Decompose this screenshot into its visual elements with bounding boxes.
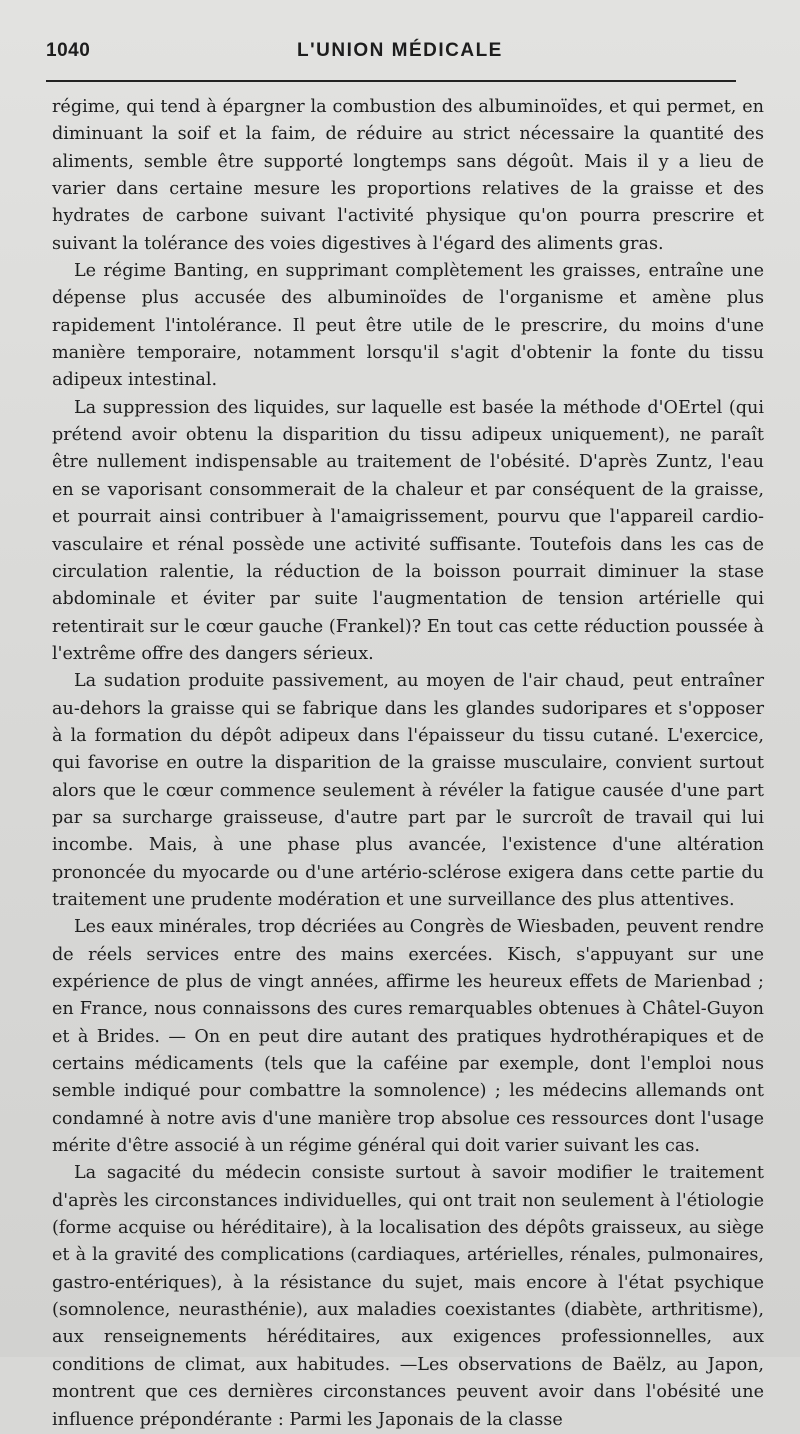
paragraph-regime: régime, qui tend à épargner la combustion des albuminoïdes, et qui permet, en diminuant la soif et la faim, de réduire au strict nécessaire la quantité des aliments, semble être supporté longtemps sans dégoût. Mais il y a lieu de varier dans certaine mesure les proportions relatives de la graisse et des hydrates de carbone suivant l'activité physique qu'on pourra prescrire et suivant la tolérance des voies digestives à l'égard des aliments gras. <box>52 97 764 254</box>
paragraph-sagacite: La sagacité du médecin consiste surtout à savoir modifier le traitement d'après les circonstances individuelles, qui ont trait non seulement à l'étiologie (forme acquise ou héréditaire), à la localisation des dépôts graisseux, au siège et à la gravité des complications (cardiaques, artérielles, rénales, pulmonaires, gastro-entériques), à la résistance du sujet, mais encore à l'état psychique (somnolence, neurasthénie), aux maladies coexistantes (diabète, arthritisme), aux renseignements héréditaires, aux exigences professionnelles, aux conditions de climat, aux habitudes. —Les observations de Baëlz, au Japon, montrent que ces dernières circonstances peuvent avoir dans l'obésité une influence prépondérante : Parmi les Japonais de la classe <box>52 1163 764 1430</box>
paragraph-eaux-minerales: Les eaux minérales, trop décriées au Congrès de Wiesbaden, peuvent rendre de réels services entre des mains exercées. Kisch, s'appuyant sur une expérience de plus de vingt années, affirme les heureux effets de Marienbad ; en France, nous connaissons des cures remarquables obtenues à Châtel-Guyon et à Brides. — On en peut dire autant des pratiques hydrothérapiques et de certains médicaments (tels que la caféine par exemple, dont l'emploi nous semble indiqué pour combattre la somnolence) ; les médecins allemands ont condamné à notre avis d'une manière trop absolue ces ressources dont l'usage mérite d'être associé à un régime général qui doit varier suivant les cas. <box>52 917 764 1157</box>
header-rule <box>46 80 736 82</box>
body-text <box>52 94 764 1434</box>
running-title: L'UNION MÉDICALE <box>297 40 503 61</box>
page-number: 1040 <box>46 40 91 61</box>
page-header <box>46 40 746 72</box>
paragraph-liquides: La suppression des liquides, sur laquelle est basée la méthode d'OErtel (qui prétend avoir obtenu la disparition du tissu adipeux uniquement), ne paraît être nullement indispensable au traitement de l'obésité. D'après Zuntz, l'eau en se vaporisant consommerait de la chaleur et par conséquent de la graisse, et pourrait ainsi contribuer à l'amaigrissement, pourvu que l'appareil cardio-vasculaire et rénal possède une activité suffisante. Toutefois dans les cas de circulation ralentie, la réduction de la boisson pourrait diminuer la stase abdominale et éviter par suite l'augmentation de tension artérielle qui retentirait sur le cœur gauche (Frankel)? En tout cas cette réduction poussée à l'extrême offre des dangers sérieux. <box>52 397 764 664</box>
paragraph-banting: Le régime Banting, en supprimant complètement les graisses, entraîne une dépense plus accusée des albuminoïdes de l'organisme et amène plus rapidement l'intolérance. Il peut être utile de le prescrire, du moins d'une manière temporaire, notamment lorsqu'il s'agit d'obtenir la fonte du tissu adipeux intestinal. <box>52 261 764 391</box>
paragraph-sudation: La sudation produite passivement, au moyen de l'air chaud, peut entraîner au-dehors la graisse qui se fabrique dans les glandes sudoripares et s'opposer à la formation du dépôt adipeux dans l'épaisseur du tissu cutané. L'exercice, qui favorise en outre la disparition de la graisse musculaire, convient surtout alors que le cœur commence seulement à révéler la fatigue causée d'une part par sa surcharge graisseuse, d'autre part par le surcroît de travail qui lui incombe. Mais, à une phase plus avancée, l'existence d'une altération prononcée du myocarde ou d'une artério-sclérose exigera dans cette partie du traitement une prudente modération et une surveillance des plus attentives. <box>52 671 764 910</box>
